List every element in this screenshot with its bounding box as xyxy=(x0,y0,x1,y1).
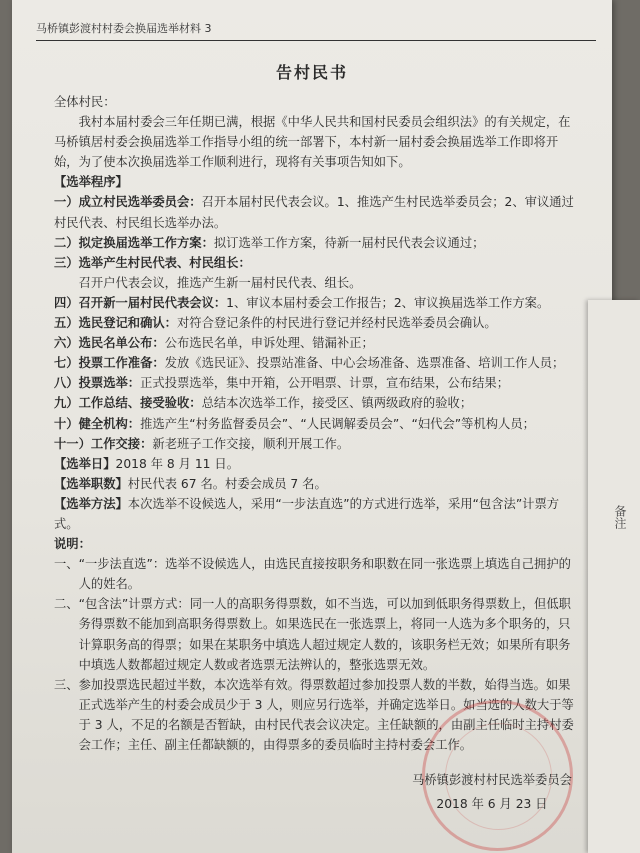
procedure-step-text: 推选产生“村务监督委员会”、“人民调解委员会”、“妇代会”等机构人员； xyxy=(140,416,535,431)
procedure-step-text: 发放《选民证》、投票站准备、中心会场准备、选票准备、培训工作人员； xyxy=(164,356,565,371)
election-date-line xyxy=(54,454,579,474)
signature-organization: 马桥镇彭渡村村民选举委员会 xyxy=(412,773,572,787)
procedure-step-label: 三）选举产生村民代表、村民组长： xyxy=(54,255,251,270)
procedure-step-label: 九）工作总结、接受验收： xyxy=(54,396,202,411)
procedure-step xyxy=(54,192,579,232)
procedure-step xyxy=(54,373,579,393)
procedure-step-text: 正式投票选举，集中开箱，公开唱票、计票，宣布结果，公布结果； xyxy=(140,376,510,391)
procedure-step-label: 五）选民登记和确认： xyxy=(54,316,177,331)
procedure-step xyxy=(54,293,579,313)
procedure-step xyxy=(54,313,579,333)
procedure-step-text: 新老班子工作交接，顺利开展工作。 xyxy=(152,436,350,451)
procedure-step-label: 二）拟定换届选举工作方案： xyxy=(54,235,214,250)
document-title: 告村民书 xyxy=(275,63,348,82)
procedure-step xyxy=(54,353,579,373)
procedure-step-text: 公布选民名单，申诉处理、错漏补正； xyxy=(164,336,374,351)
procedure-step xyxy=(54,233,579,253)
procedure-step-text: 拟订选举工作方案，待新一届村民代表会议通过； xyxy=(213,235,485,250)
signature-date: 2018 年 6 月 23 日 xyxy=(436,797,548,811)
document-header: 马桥镇彭渡村村委会换届选举材料 3 xyxy=(36,22,212,35)
method-label: 【选举方法】 xyxy=(54,496,128,511)
intro-paragraph: 我村本届村委会三年任期已满，根据《中华人民共和国村民委员会组织法》的有关规定，在马桥镇居村委会换届选举工作指导小组的统一部署下，本村新一届村委会换届选举工作即将开始，为了使本次换届选举工作顺利进行，现将有关事项告知如下。 xyxy=(54,115,571,170)
note-item: 三、参加投票选民超过半数，本次选举有效。得票数超过参加投票人数的半数，始得当选。如果正式选举产生的村委会成员少于 3 人，则应另行选举，并确定选举日。如当选的人数大于等于 3 人，不足的名额是否暂缺，由村民代表会议决定。主任缺额的，由副主任临时主持村委会工作；主任、副主任都缺额的，由得票多的委员临时主持村委会工作。 xyxy=(54,677,574,752)
header-rule xyxy=(36,40,596,41)
election-date-text: 2018 年 8 月 11 日。 xyxy=(115,456,239,471)
procedure-step-label: 七）投票工作准备： xyxy=(54,356,165,371)
procedure-step-text: 总结本次选举工作，接受区、镇两级政府的验收； xyxy=(201,396,473,411)
procedure-step-text: 召开本届村民代表会议。1、推选产生村民选举委员会；2、审议通过村民代表、村民组长选举办法。 xyxy=(54,195,574,230)
procedure-step-label: 十）健全机构： xyxy=(54,416,141,431)
procedure-step xyxy=(54,253,579,273)
seat-count-label: 【选举职数】 xyxy=(54,476,128,491)
method-text: 本次选举不设候选人，采用“一步法直选”的方式进行选举，采用“包含法”计票方式。 xyxy=(54,496,560,531)
procedure-step-label: 一）成立村民选举委员会： xyxy=(54,195,202,210)
seat-count-line xyxy=(54,474,579,494)
procedure-step-label: 十一）工作交接： xyxy=(54,436,153,451)
procedure-step-label: 八）投票选举： xyxy=(54,376,141,391)
procedure-step-label: 六）选民名单公布： xyxy=(54,336,165,351)
seat-count-text: 村民代表 67 名。村委会成员 7 名。 xyxy=(127,476,327,491)
procedure-step xyxy=(54,333,579,353)
procedure-step-label: 四）召开新一届村民代表会议： xyxy=(54,295,227,310)
side-note: 备注 xyxy=(613,505,627,529)
procedure-step-text: 召开户代表会议，推选产生新一届村民代表、组长。 xyxy=(78,275,362,290)
document-body xyxy=(54,92,579,755)
procedure-step xyxy=(54,273,579,293)
salutation: 全体村民： xyxy=(54,95,116,109)
procedure-heading: 【选举程序】 xyxy=(54,175,128,190)
procedure-step xyxy=(54,434,579,454)
procedure-step xyxy=(54,414,579,434)
note-item: 一、“一步法直选”：选举不设候选人，由选民直接按职务和职数在同一张选票上填选自己拥护的人的姓名。 xyxy=(54,557,571,592)
method-line xyxy=(54,494,579,534)
note-item: 二、“包含法”计票方式：同一人的高职务得票数，如不当选，可以加到低职务得票数上，但低职务得票数不能加到高职务得票数上。如果选民在一张选票上，将同一人选为多个职务的，只计算职务高的得票；如果在某职务中填选人超过规定人数的，该职务栏无效；如果所有职务中填选人数都超过规定人数或者选票无法辨认的，整张选票无效。 xyxy=(54,597,571,672)
notes-heading: 说明： xyxy=(54,537,91,552)
underlying-sheet xyxy=(588,300,640,853)
procedure-steps xyxy=(54,192,579,453)
document-page xyxy=(12,0,612,853)
procedure-step xyxy=(54,393,579,413)
signature-block xyxy=(392,768,592,816)
procedure-step-text: 对符合登记条件的村民进行登记并经村民选举委员会确认。 xyxy=(176,316,497,331)
election-date-label: 【选举日】 xyxy=(54,456,116,471)
procedure-step-text: 1、审议本届村委会工作报告；2、审议换届选举工作方案。 xyxy=(226,295,550,310)
